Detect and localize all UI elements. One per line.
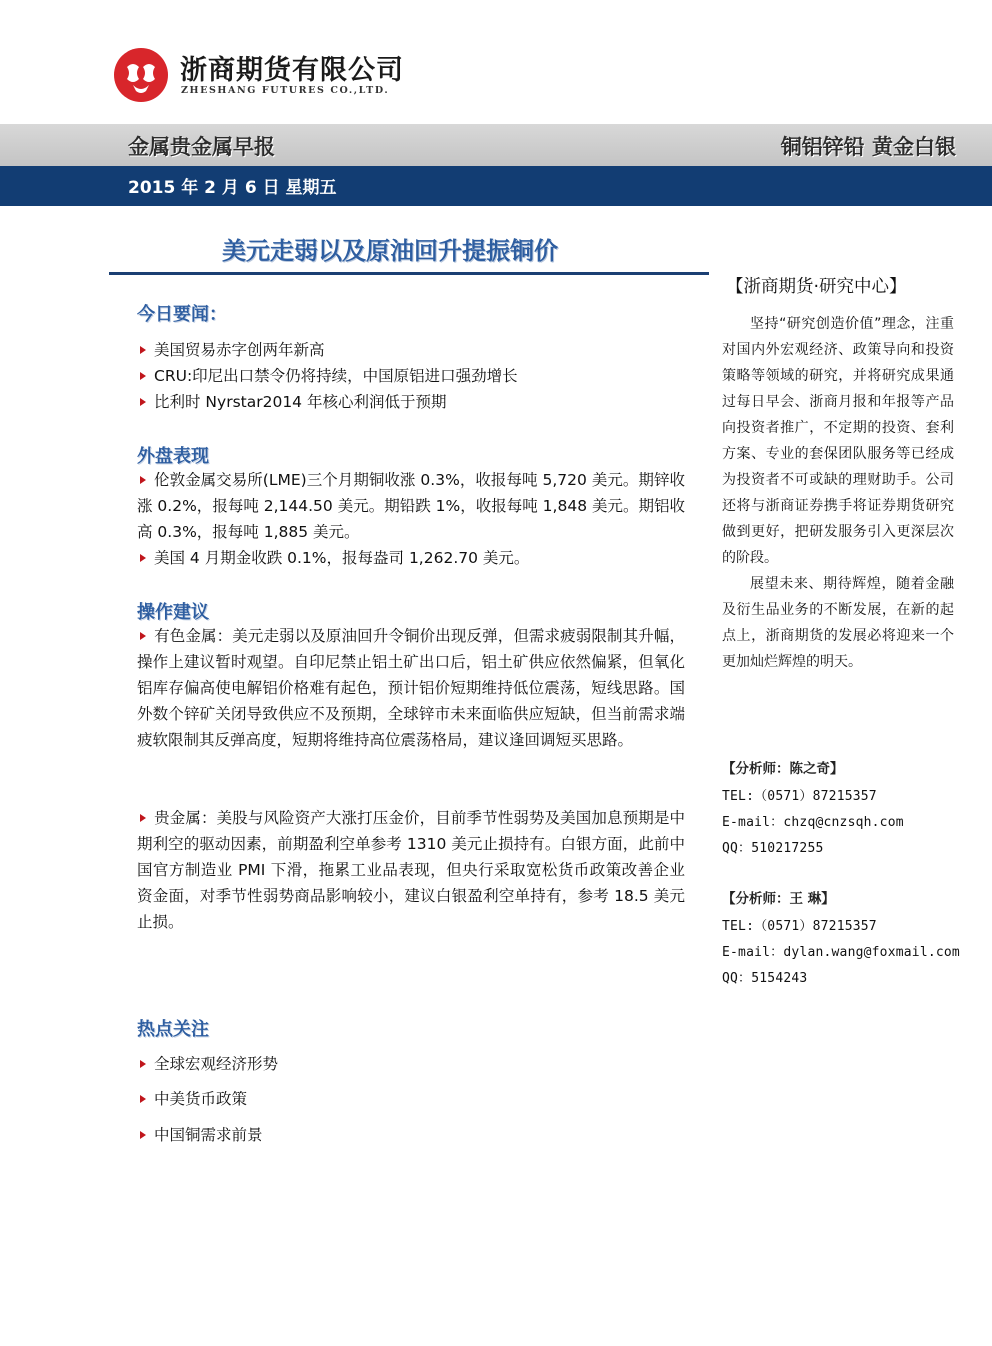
company-name-cn: 浙商期货有限公司 [180,55,404,86]
news-item: 美国贸易赤字创两年新高 [140,337,325,363]
advice-section-title: 操作建议 [137,602,209,623]
overseas-section-title: 外盘表现 [137,446,209,467]
news-section-title: 今日要闻： [137,304,227,325]
research-center-outlook: 展望未来、期待辉煌，随着金融及衍生品业务的不断发展，在新的起点上，浙商期货的发展必将迎来一个更加灿烂辉煌的明天。 [722,576,954,670]
bullet-triangle-icon [140,1131,146,1139]
research-center-intro: 坚持“研究创造价值”理念，注重对国内外宏观经济、政策导向和投资策略等领域的研究，并将研究成果通过每日早会、浙商月报和年报等产品向投资者推广，不定期的投资、套利方案、专业的套保团队服务等已经成为投资者不可或缺的理财助手。公司还将与浙商证券携手将证券期货研究做到更好，把研发服务引入更深层次的阶段。 [722,316,954,566]
headline: 美元走弱以及原油回升提振铜价 [222,237,558,265]
bullet-triangle-icon [140,1060,146,1068]
analyst-1-qq: QQ：510217255 [722,841,824,856]
hot-item: 中美货币政策 [140,1086,247,1112]
news-item: 比利时 Nyrstar2014 年核心利润低于预期 [140,389,446,415]
analyst-2-qq: QQ：5154243 [722,971,808,986]
analyst-2-email[interactable]: E-mail：dylan.wang@foxmail.com [722,945,960,960]
overseas-paragraph-gold: 美国 4 月期金收跌 0.1%，报每盎司 1,262.70 美元。 [137,545,685,571]
bullet-triangle-icon [140,632,146,640]
hot-section-title: 热点关注 [137,1019,209,1040]
overseas-paragraph-metals: 伦敦金属交易所(LME)三个月期铜收涨 0.3%，收报每吨 5,720 美元。期锌收涨 0.2%，报每吨 2,144.50 美元。期铅跌 1%，收报每吨 1,848 美元。期铝收高 0.3%，报每吨 1,885 美元。 [137,471,685,541]
bullet-triangle-icon [140,554,146,562]
report-name: 金属贵金属早报 [128,135,275,159]
bullet-triangle-icon [140,814,146,822]
zheshang-logo-icon [113,47,169,103]
report-date: 2015 年 2 月 6 日 星期五 [128,178,337,198]
analyst-1-email[interactable]: E-mail：chzq@cnzsqh.com [722,815,904,830]
hot-item: 中国铜需求前景 [140,1122,263,1148]
hot-item: 全球宏观经济形势 [140,1051,278,1077]
bullet-triangle-icon [140,346,146,354]
bullet-triangle-icon [140,398,146,406]
bullet-triangle-icon [140,372,146,380]
headline-rule [109,272,709,275]
analyst-1-tel: TEL:（0571）87215357 [722,789,877,804]
analyst-2-title: 【分析师：王 琳】 [722,891,835,907]
research-center-title: 【浙商期货·研究中心】 [726,277,907,297]
analyst-2-tel: TEL:（0571）87215357 [722,919,877,934]
report-category: 铜铝锌铅 黄金白银 [780,135,956,159]
analyst-1-title: 【分析师：陈之奇】 [722,761,844,777]
bullet-triangle-icon [140,1095,146,1103]
news-item: CRU:印尼出口禁令仍将持续，中国原铝进口强劲增长 [140,363,518,389]
advice-nonferrous: 有色金属：美元走弱以及原油回升令铜价出现反弹，但需求疲弱限制其升幅，操作上建议暂时观望。自印尼禁止铝土矿出口后，铝土矿供应依然偏紧，但氧化铝库存偏高使电解铝价格难有起色，预计铝价短期维持低位震荡，短线思路。国外数个锌矿关闭导致供应不及预期，全球锌市未来面临供应短缺，但当前需求端疲软限制其反弹高度，短期将维持高位震荡格局，建议逢回调短买思路。 [137,627,685,749]
advice-precious: 贵金属：美股与风险资产大涨打压金价，目前季节性弱势及美国加息预期是中期利空的驱动因素，前期盈利空单参考 1310 美元止损持有。白银方面，此前中国官方制造业 PMI 下滑，拖累工业品表现，但央行采取宽松货币政策改善企业资金面，对季节性弱势商品影响较小，建议白银盈利空单持有，参考 18.5 美元止损。 [137,809,685,931]
company-name-en: ZHESHANG FUTURES CO.,LTD. [181,85,390,96]
bullet-triangle-icon [140,476,146,484]
